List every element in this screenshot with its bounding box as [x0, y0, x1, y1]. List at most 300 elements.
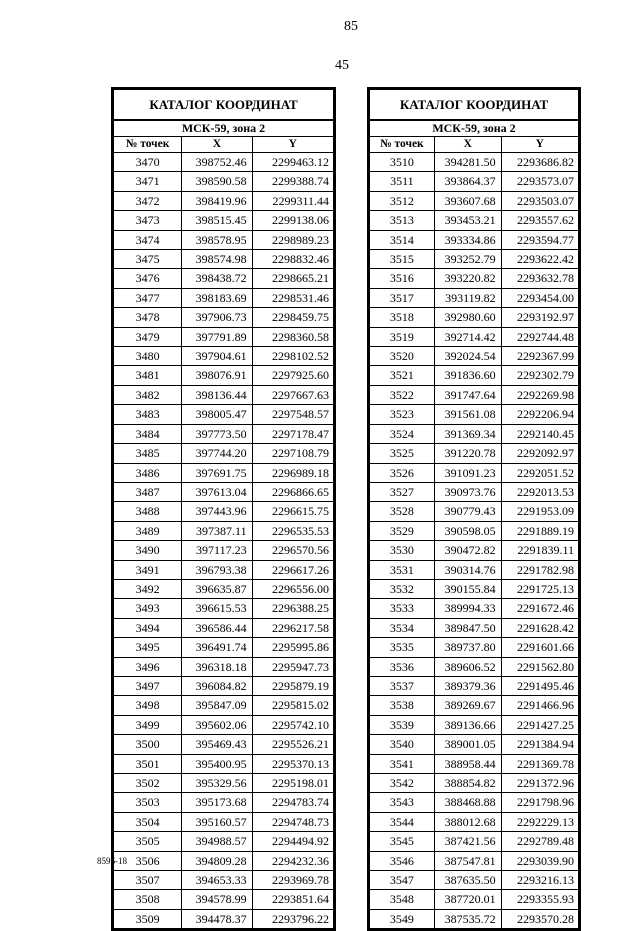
x-cell: 393334.86 [434, 230, 501, 249]
x-cell: 398752.46 [182, 153, 252, 172]
y-cell: 2291562.80 [501, 657, 578, 676]
x-cell: 397773.50 [182, 424, 252, 443]
point-number-cell: 3505 [114, 832, 182, 851]
y-cell: 2294783.74 [252, 793, 333, 812]
x-cell: 397791.89 [182, 327, 252, 346]
y-cell: 2295815.02 [252, 696, 333, 715]
point-number-cell: 3531 [370, 560, 435, 579]
x-cell: 389737.80 [434, 638, 501, 657]
point-number-cell: 3523 [370, 405, 435, 424]
x-cell: 398515.45 [182, 211, 252, 230]
point-number-cell: 3548 [370, 890, 435, 909]
y-cell: 2295198.01 [252, 774, 333, 793]
point-number-cell: 3484 [114, 424, 182, 443]
table-row [370, 890, 579, 909]
x-cell: 397906.73 [182, 308, 252, 327]
point-number-cell: 3515 [370, 250, 435, 269]
x-cell: 388012.68 [434, 812, 501, 831]
y-cell: 2296615.75 [252, 502, 333, 521]
x-cell: 398438.72 [182, 269, 252, 288]
y-cell: 2296570.56 [252, 541, 333, 560]
x-cell: 398419.96 [182, 191, 252, 210]
point-number-cell: 3543 [370, 793, 435, 812]
x-cell: 393220.82 [434, 269, 501, 288]
footer-code: 8596-18 [97, 856, 127, 866]
x-cell: 387535.72 [434, 909, 501, 928]
point-number-cell: 3508 [114, 890, 182, 909]
coordinate-catalog-right [367, 87, 581, 931]
table-row [114, 308, 334, 327]
table-row [114, 444, 334, 463]
x-cell: 395160.57 [182, 812, 252, 831]
point-number-cell: 3481 [114, 366, 182, 385]
point-number-cell: 3527 [370, 482, 435, 501]
point-number-cell: 3522 [370, 385, 435, 404]
point-number-cell: 3494 [114, 618, 182, 637]
table-row [370, 191, 579, 210]
table-row [370, 521, 579, 540]
coordinate-system: МСК-59, зона 2 [114, 120, 334, 137]
table-row [114, 405, 334, 424]
y-cell: 2291782.98 [501, 560, 578, 579]
point-number-cell: 3540 [370, 735, 435, 754]
x-cell: 394281.50 [434, 153, 501, 172]
y-cell: 2291953.09 [501, 502, 578, 521]
point-number-cell: 3489 [114, 521, 182, 540]
point-number-cell: 3492 [114, 579, 182, 598]
x-cell: 398136.44 [182, 385, 252, 404]
catalog-title: КАТАЛОГ КООРДИНАТ [370, 90, 579, 121]
table-row [370, 211, 579, 230]
table-row [370, 347, 579, 366]
point-number-cell: 3472 [114, 191, 182, 210]
x-cell: 395329.56 [182, 774, 252, 793]
point-number-cell: 3480 [114, 347, 182, 366]
x-cell: 394653.33 [182, 871, 252, 890]
x-cell: 398183.69 [182, 288, 252, 307]
point-number-cell: 3532 [370, 579, 435, 598]
point-number-cell: 3497 [114, 676, 182, 695]
table-row [114, 676, 334, 695]
point-number-cell: 3514 [370, 230, 435, 249]
point-number-cell: 3498 [114, 696, 182, 715]
y-cell: 2292140.45 [501, 424, 578, 443]
table-row [370, 250, 579, 269]
y-cell: 2292013.53 [501, 482, 578, 501]
y-header: Y [252, 137, 333, 153]
x-cell: 397904.61 [182, 347, 252, 366]
table-row [370, 754, 579, 773]
x-cell: 388854.82 [434, 774, 501, 793]
y-cell: 2292206.94 [501, 405, 578, 424]
y-cell: 2292229.13 [501, 812, 578, 831]
y-cell: 2296535.53 [252, 521, 333, 540]
x-cell: 389847.50 [434, 618, 501, 637]
table-row [370, 812, 579, 831]
x-cell: 390472.82 [434, 541, 501, 560]
y-cell: 2296617.26 [252, 560, 333, 579]
point-number-cell: 3485 [114, 444, 182, 463]
point-number-cell: 3511 [370, 172, 435, 191]
point-number-cell: 3539 [370, 715, 435, 734]
coordinate-catalog-left [111, 87, 336, 931]
table-row [370, 463, 579, 482]
x-cell: 389136.66 [434, 715, 501, 734]
point-number-header: № точек [370, 137, 435, 153]
y-cell: 2293570.28 [501, 909, 578, 928]
y-cell: 2292789.48 [501, 832, 578, 851]
point-number-cell: 3524 [370, 424, 435, 443]
table-row [370, 696, 579, 715]
table-row [370, 269, 579, 288]
y-cell: 2292367.99 [501, 347, 578, 366]
x-cell: 396615.53 [182, 599, 252, 618]
table-row [370, 502, 579, 521]
y-cell: 2295879.19 [252, 676, 333, 695]
y-cell: 2292302.79 [501, 366, 578, 385]
point-number-cell: 3502 [114, 774, 182, 793]
x-cell: 387547.81 [434, 851, 501, 870]
x-cell: 396635.87 [182, 579, 252, 598]
x-cell: 398574.98 [182, 250, 252, 269]
table-row [114, 793, 334, 812]
table-row [114, 851, 334, 870]
table-row [370, 599, 579, 618]
y-cell: 2291495.46 [501, 676, 578, 695]
y-cell: 2298102.52 [252, 347, 333, 366]
y-cell: 2298832.46 [252, 250, 333, 269]
y-cell: 2294232.36 [252, 851, 333, 870]
table-row [370, 172, 579, 191]
table-row [114, 288, 334, 307]
y-cell: 2298531.46 [252, 288, 333, 307]
y-cell: 2293557.62 [501, 211, 578, 230]
point-number-cell: 3541 [370, 754, 435, 773]
point-number-cell: 3479 [114, 327, 182, 346]
point-number-cell: 3525 [370, 444, 435, 463]
x-cell: 392980.60 [434, 308, 501, 327]
point-number-cell: 3547 [370, 871, 435, 890]
y-cell: 2293796.22 [252, 909, 333, 928]
x-cell: 393453.21 [434, 211, 501, 230]
point-number-cell: 3495 [114, 638, 182, 657]
y-cell: 2297108.79 [252, 444, 333, 463]
table-row [370, 676, 579, 695]
x-cell: 392024.54 [434, 347, 501, 366]
table-row [114, 618, 334, 637]
y-cell: 2292269.98 [501, 385, 578, 404]
x-cell: 391091.23 [434, 463, 501, 482]
point-number-cell: 3474 [114, 230, 182, 249]
table-row [114, 871, 334, 890]
table-row [370, 774, 579, 793]
y-cell: 2292051.52 [501, 463, 578, 482]
catalog-title: КАТАЛОГ КООРДИНАТ [114, 90, 334, 121]
y-cell: 2291798.96 [501, 793, 578, 812]
x-cell: 387421.56 [434, 832, 501, 851]
x-cell: 391369.34 [434, 424, 501, 443]
y-cell: 2293851.64 [252, 890, 333, 909]
y-cell: 2291672.46 [501, 599, 578, 618]
y-cell: 2293622.42 [501, 250, 578, 269]
x-header: X [434, 137, 501, 153]
x-cell: 395400.95 [182, 754, 252, 773]
table-row [370, 851, 579, 870]
table-row [114, 230, 334, 249]
table-row [114, 715, 334, 734]
point-number-cell: 3473 [114, 211, 182, 230]
y-cell: 2298360.58 [252, 327, 333, 346]
point-number-cell: 3500 [114, 735, 182, 754]
point-number-cell: 3516 [370, 269, 435, 288]
y-cell: 2291889.19 [501, 521, 578, 540]
point-number-cell: 3509 [114, 909, 182, 928]
table-row [114, 250, 334, 269]
x-cell: 395847.09 [182, 696, 252, 715]
point-number-cell: 3512 [370, 191, 435, 210]
x-cell: 389379.36 [434, 676, 501, 695]
table-row [370, 638, 579, 657]
point-number-cell: 3517 [370, 288, 435, 307]
x-cell: 395602.06 [182, 715, 252, 734]
table-row [370, 424, 579, 443]
y-cell: 2297925.60 [252, 366, 333, 385]
y-cell: 2296866.65 [252, 482, 333, 501]
table-row [114, 211, 334, 230]
x-cell: 389994.33 [434, 599, 501, 618]
coordinate-system: МСК-59, зона 2 [370, 120, 579, 137]
table-row [114, 812, 334, 831]
sub-page-number: 45 [335, 58, 349, 73]
y-cell: 2298459.75 [252, 308, 333, 327]
table-row [114, 366, 334, 385]
y-cell: 2293969.78 [252, 871, 333, 890]
point-number-cell: 3521 [370, 366, 435, 385]
coordinate-table [113, 89, 334, 929]
point-number-cell: 3501 [114, 754, 182, 773]
table-row [114, 482, 334, 501]
y-cell: 2294494.92 [252, 832, 333, 851]
point-number-cell: 3503 [114, 793, 182, 812]
x-cell: 398005.47 [182, 405, 252, 424]
point-number-cell: 3493 [114, 599, 182, 618]
table-row [370, 405, 579, 424]
x-cell: 392714.42 [434, 327, 501, 346]
x-cell: 393864.37 [434, 172, 501, 191]
table-row [114, 521, 334, 540]
x-cell: 394578.99 [182, 890, 252, 909]
y-cell: 2299388.74 [252, 172, 333, 191]
table-row [370, 871, 579, 890]
x-cell: 394478.37 [182, 909, 252, 928]
table-row [114, 463, 334, 482]
table-row [114, 579, 334, 598]
table-row [370, 153, 579, 172]
x-cell: 396084.82 [182, 676, 252, 695]
y-cell: 2299463.12 [252, 153, 333, 172]
table-row [370, 366, 579, 385]
point-number-cell: 3483 [114, 405, 182, 424]
x-cell: 393607.68 [434, 191, 501, 210]
table-row [370, 327, 579, 346]
x-cell: 398076.91 [182, 366, 252, 385]
x-cell: 397443.96 [182, 502, 252, 521]
y-cell: 2293039.90 [501, 851, 578, 870]
point-number-cell: 3475 [114, 250, 182, 269]
x-cell: 396318.18 [182, 657, 252, 676]
table-row [114, 191, 334, 210]
x-cell: 398578.95 [182, 230, 252, 249]
y-cell: 2295526.21 [252, 735, 333, 754]
point-number-cell: 3506 [114, 851, 182, 870]
table-row [114, 269, 334, 288]
point-number-cell: 3496 [114, 657, 182, 676]
table-row [370, 618, 579, 637]
x-cell: 396586.44 [182, 618, 252, 637]
y-cell: 2297178.47 [252, 424, 333, 443]
point-number-cell: 3499 [114, 715, 182, 734]
x-header: X [182, 137, 252, 153]
x-cell: 396491.74 [182, 638, 252, 657]
table-row [114, 832, 334, 851]
x-cell: 395173.68 [182, 793, 252, 812]
y-cell: 2295370.13 [252, 754, 333, 773]
point-number-cell: 3518 [370, 308, 435, 327]
x-cell: 387720.01 [434, 890, 501, 909]
y-cell: 2296556.00 [252, 579, 333, 598]
point-number-cell: 3528 [370, 502, 435, 521]
y-cell: 2299311.44 [252, 191, 333, 210]
x-cell: 391747.64 [434, 385, 501, 404]
y-cell: 2293216.13 [501, 871, 578, 890]
point-number-cell: 3490 [114, 541, 182, 560]
point-number-cell: 3530 [370, 541, 435, 560]
x-cell: 391220.78 [434, 444, 501, 463]
x-cell: 394809.28 [182, 851, 252, 870]
point-number-cell: 3471 [114, 172, 182, 191]
y-cell: 2291372.96 [501, 774, 578, 793]
y-cell: 2291601.66 [501, 638, 578, 657]
x-cell: 397744.20 [182, 444, 252, 463]
table-row [370, 832, 579, 851]
table-row [370, 579, 579, 598]
y-cell: 2291725.13 [501, 579, 578, 598]
table-row [370, 541, 579, 560]
table-row [114, 385, 334, 404]
point-number-cell: 3549 [370, 909, 435, 928]
y-cell: 2298665.21 [252, 269, 333, 288]
table-row [114, 502, 334, 521]
y-header: Y [501, 137, 578, 153]
point-number-cell: 3533 [370, 599, 435, 618]
point-number-cell: 3470 [114, 153, 182, 172]
x-cell: 390314.76 [434, 560, 501, 579]
point-number-cell: 3526 [370, 463, 435, 482]
y-cell: 2293632.78 [501, 269, 578, 288]
point-number-cell: 3507 [114, 871, 182, 890]
point-number-cell: 3529 [370, 521, 435, 540]
point-number-cell: 3488 [114, 502, 182, 521]
y-cell: 2292092.97 [501, 444, 578, 463]
y-cell: 2299138.06 [252, 211, 333, 230]
table-row [114, 754, 334, 773]
table-row [114, 172, 334, 191]
point-number-cell: 3537 [370, 676, 435, 695]
y-cell: 2297667.63 [252, 385, 333, 404]
point-number-cell: 3513 [370, 211, 435, 230]
y-cell: 2295995.86 [252, 638, 333, 657]
x-cell: 396793.38 [182, 560, 252, 579]
x-cell: 395469.43 [182, 735, 252, 754]
table-row [370, 288, 579, 307]
y-cell: 2297548.57 [252, 405, 333, 424]
table-row [114, 599, 334, 618]
point-number-header: № точек [114, 137, 182, 153]
table-row [114, 347, 334, 366]
point-number-cell: 3476 [114, 269, 182, 288]
y-cell: 2291628.42 [501, 618, 578, 637]
y-cell: 2296217.58 [252, 618, 333, 637]
y-cell: 2291369.78 [501, 754, 578, 773]
y-cell: 2293454.00 [501, 288, 578, 307]
point-number-cell: 3542 [370, 774, 435, 793]
x-cell: 388468.88 [434, 793, 501, 812]
point-number-cell: 3534 [370, 618, 435, 637]
y-cell: 2294748.73 [252, 812, 333, 831]
y-cell: 2298989.23 [252, 230, 333, 249]
x-cell: 397387.11 [182, 521, 252, 540]
point-number-cell: 3545 [370, 832, 435, 851]
table-row [114, 327, 334, 346]
x-cell: 397691.75 [182, 463, 252, 482]
table-row [370, 793, 579, 812]
y-cell: 2296989.18 [252, 463, 333, 482]
y-cell: 2295947.73 [252, 657, 333, 676]
table-row [114, 696, 334, 715]
point-number-cell: 3519 [370, 327, 435, 346]
table-row [114, 153, 334, 172]
table-row [370, 909, 579, 928]
point-number-cell: 3510 [370, 153, 435, 172]
table-row [114, 774, 334, 793]
x-cell: 390155.84 [434, 579, 501, 598]
table-row [114, 890, 334, 909]
point-number-cell: 3504 [114, 812, 182, 831]
y-cell: 2296388.25 [252, 599, 333, 618]
page-number: 85 [344, 19, 358, 34]
table-row [114, 909, 334, 928]
x-cell: 389606.52 [434, 657, 501, 676]
x-cell: 391836.60 [434, 366, 501, 385]
y-cell: 2293192.97 [501, 308, 578, 327]
point-number-cell: 3538 [370, 696, 435, 715]
y-cell: 2291466.96 [501, 696, 578, 715]
y-cell: 2291839.11 [501, 541, 578, 560]
y-cell: 2295742.10 [252, 715, 333, 734]
y-cell: 2291427.25 [501, 715, 578, 734]
y-cell: 2292744.48 [501, 327, 578, 346]
point-number-cell: 3486 [114, 463, 182, 482]
x-cell: 397117.23 [182, 541, 252, 560]
x-cell: 393119.82 [434, 288, 501, 307]
x-cell: 389001.05 [434, 735, 501, 754]
point-number-cell: 3491 [114, 560, 182, 579]
table-row [370, 230, 579, 249]
x-cell: 388958.44 [434, 754, 501, 773]
point-number-cell: 3487 [114, 482, 182, 501]
table-row [370, 444, 579, 463]
x-cell: 390779.43 [434, 502, 501, 521]
